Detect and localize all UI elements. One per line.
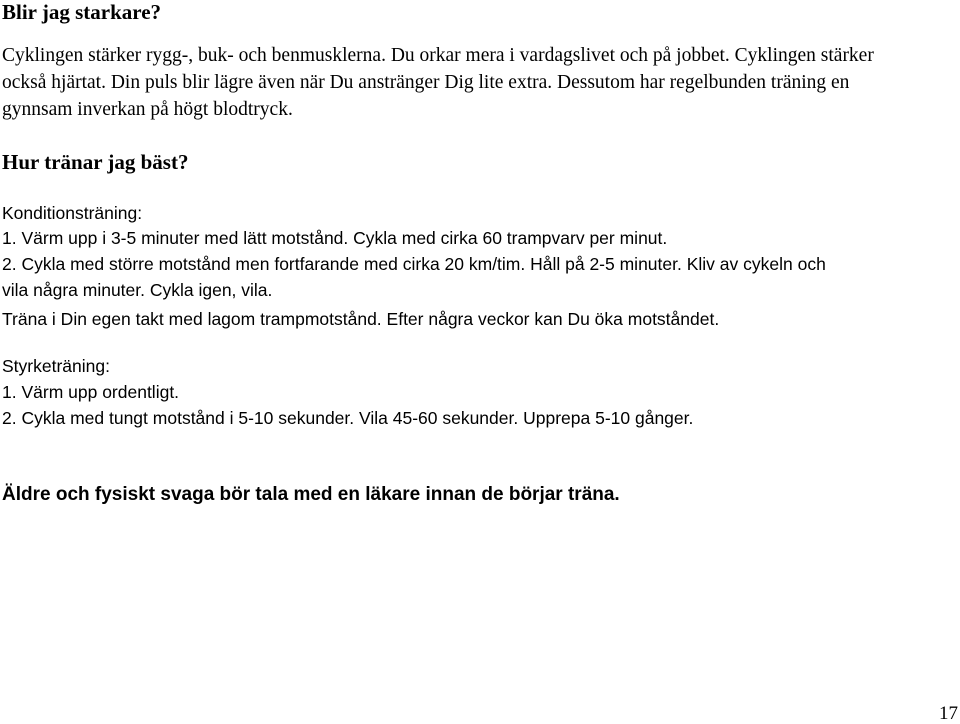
conditioning-line: 2. Cykla med större motstånd men fortfarande med cirka 20 km/tim. Håll på 2-5 minuter. Kliv av cykeln och xyxy=(2,254,826,274)
strength-title: Styrketräning: xyxy=(2,356,110,376)
paragraph-line: Cyklingen stärker rygg-, buk- och benmusklerna. Du orkar mera i vardagslivet och på jobbet. Cyklingen stärker xyxy=(2,45,874,66)
strength-line: 1. Värm upp ordentligt. xyxy=(2,382,180,402)
conditioning-line: 1. Värm upp i 3-5 minuter med lätt motstånd. Cykla med cirka 60 trampvarv per minut. xyxy=(2,228,668,248)
strength-line: 2. Cykla med tungt motstånd i 5-10 sekunder. Vila 45-60 sekunder. Upprepa 5-10 gånger. xyxy=(2,408,694,428)
paragraph-line: gynnsam inverkan på högt blodtryck. xyxy=(2,99,293,120)
page-number: 17 xyxy=(939,703,958,724)
paragraph-line: också hjärtat. Din puls blir lägre även när Du anstränger Dig lite extra. Dessutom har regelbunden träning en xyxy=(2,72,850,93)
heading-blir-jag-starkare: Blir jag starkare? xyxy=(2,0,162,24)
health-note: Äldre och fysiskt svaga bör tala med en läkare innan de börjar träna. xyxy=(2,484,620,505)
heading-hur-tranar-jag-bast: Hur tränar jag bäst? xyxy=(2,150,189,174)
conditioning-title: Konditionsträning: xyxy=(2,203,143,223)
conditioning-line: vila några minuter. Cykla igen, vila. xyxy=(2,280,273,300)
conditioning-line: Träna i Din egen takt med lagom trampmotstånd. Efter några veckor kan Du öka motståndet. xyxy=(2,309,720,329)
